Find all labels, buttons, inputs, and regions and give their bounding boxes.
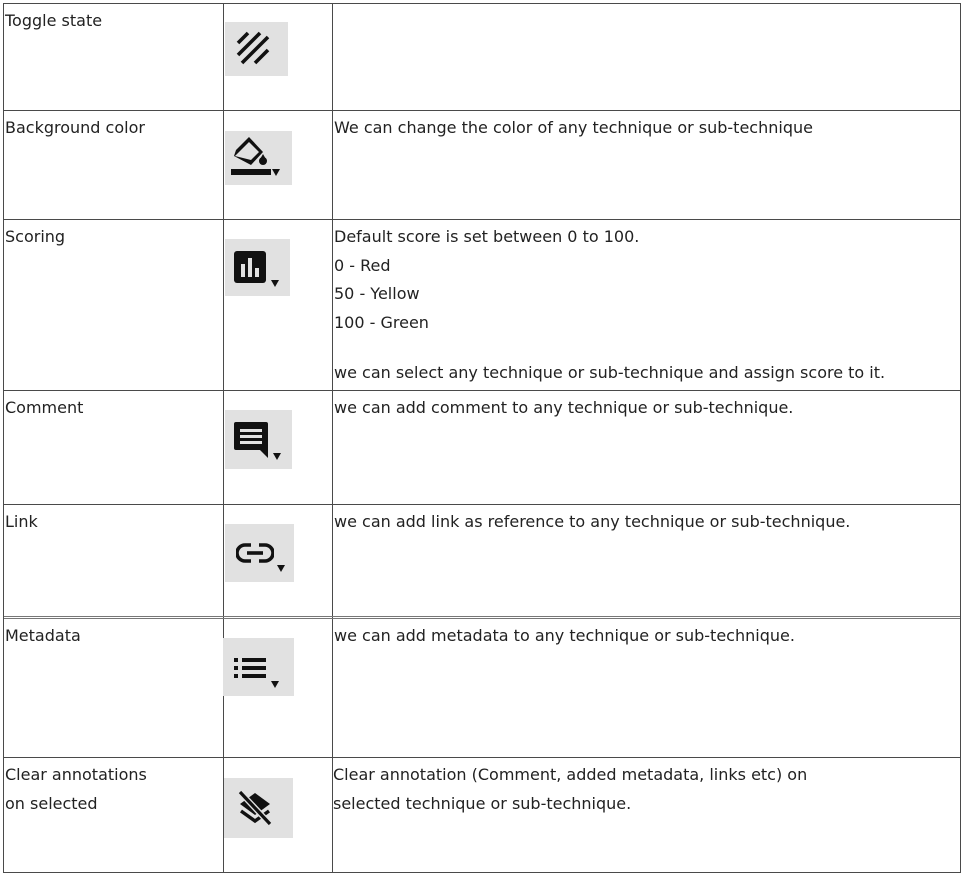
link-icon [236, 542, 274, 564]
layers-clear-icon [237, 789, 273, 827]
icon-cell [224, 391, 333, 504]
icon-cell [224, 220, 333, 390]
description-line: We can change the color of any technique or sub-technique [334, 118, 813, 137]
table-row [4, 111, 960, 220]
description-line: 0 - Red [334, 255, 391, 275]
description-line: we can add link as reference to any technique or sub-technique. [334, 512, 851, 531]
description-line: we can add comment to any technique or sub-technique. [334, 398, 794, 417]
table-row [4, 391, 960, 505]
feature-cell [4, 619, 224, 757]
comment-button[interactable] [225, 410, 292, 469]
list-icon [233, 656, 267, 680]
description-line: selected technique or sub-technique. [333, 793, 632, 813]
toggle-state-button[interactable] [225, 22, 288, 76]
feature-cell [4, 758, 224, 872]
feature-label: Link [5, 512, 38, 531]
description-cell [333, 505, 960, 618]
clear-annotations-button[interactable] [224, 778, 293, 838]
description-cell [333, 391, 960, 504]
description-line: Clear annotation (Comment, added metadata, links etc) on [333, 765, 808, 784]
icon-cell [224, 111, 333, 219]
icon-cell [224, 4, 333, 110]
link-button[interactable] [225, 524, 294, 582]
bar-chart-icon [233, 250, 267, 284]
feature-label: Toggle state [5, 11, 103, 30]
chevron-down-icon [273, 453, 281, 460]
feature-cell [4, 111, 224, 219]
toggle-state-icon [236, 31, 270, 65]
description-cell [333, 4, 960, 110]
feature-label: Scoring [5, 227, 66, 246]
feature-cell [4, 220, 224, 390]
description-line: Default score is set between 0 to 100. [334, 227, 640, 246]
table-row [4, 505, 960, 619]
metadata-button[interactable] [223, 638, 294, 696]
feature-label: Metadata [5, 626, 81, 645]
paint-bucket-icon [230, 135, 274, 175]
description-cell [333, 111, 960, 219]
feature-label: Background color [5, 118, 145, 137]
chevron-down-icon [271, 280, 279, 287]
description-cell [333, 220, 960, 390]
feature-cell [4, 505, 224, 618]
description-line: we can add metadata to any technique or sub-technique. [334, 626, 795, 645]
chevron-down-icon [277, 565, 285, 572]
icon-cell [224, 758, 333, 872]
chevron-down-icon [271, 681, 279, 688]
feature-table [3, 3, 961, 873]
icon-cell [224, 619, 333, 757]
table-row [4, 220, 960, 391]
table-row [4, 4, 960, 111]
feature-label: Clear annotations [5, 765, 147, 784]
description-cell [333, 758, 960, 872]
feature-cell [4, 391, 224, 504]
feature-cell [4, 4, 224, 110]
comment-icon [233, 421, 269, 459]
feature-label: Comment [5, 398, 84, 417]
icon-cell [224, 505, 333, 618]
feature-label: on selected [5, 793, 98, 813]
background-color-button[interactable] [225, 131, 292, 185]
chevron-down-icon [272, 169, 280, 176]
table-row [4, 616, 960, 758]
description-line: we can select any technique or sub-technique and assign score to it. [334, 363, 886, 382]
scoring-button[interactable] [225, 239, 290, 296]
description-line: 100 - Green [334, 312, 429, 332]
table-row [4, 758, 960, 872]
description-cell [333, 619, 960, 757]
description-line: 50 - Yellow [334, 284, 420, 303]
description-spacer [334, 337, 960, 359]
